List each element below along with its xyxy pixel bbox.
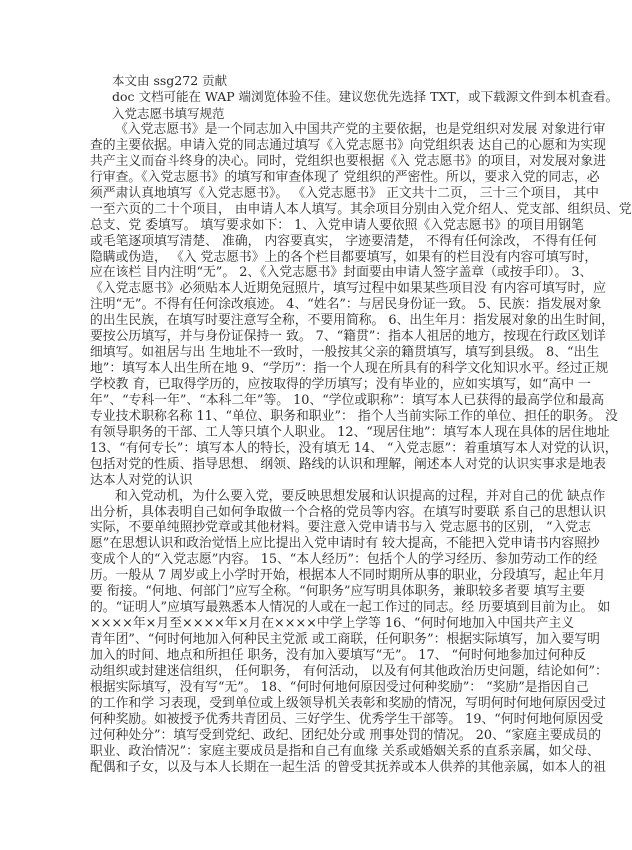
paragraph-line: 的工作和学 习表现，受到单位或上级领导机关表彰和奖励的情况，写明何时何地何原因受过	[90, 695, 606, 711]
paragraph-line: 出分析，具体表明自己如何争取做一个合格的党员等内容。在填写时要联 系自己的思想认识	[90, 504, 606, 520]
format-notice: doc 文档可能在 WAP 端浏览体验不佳。建议您优先选择 TXT，或下载源文件到本机查看。	[112, 89, 619, 104]
paragraph-line: 或毛笔逐项填写清楚、 准确， 内容要真实， 字迹要清楚， 不得有任何涂改， 不得有任何	[90, 233, 597, 249]
paragraph-line: 动组织或封建迷信组织， 任何职务， 有何活动， 以及有何其他政治历史问题，结论如何”：	[90, 663, 608, 679]
paragraph-line: 13、“有何专长”：填写本人的特长，没有填无 14、 “入党志愿”：着重填写本人对党的认识，	[90, 440, 618, 456]
paragraph-line: 细填写。如祖居与出 生地址不一致时，一般按其父亲的籍贯填写，填写到县级。 8、“出生	[90, 345, 600, 361]
paragraph-line: 总支、党 委填写。 填写要求如下： 1、入党申请人要依照《入党志愿书》的项目用钢笔	[90, 217, 584, 233]
paragraph-line: 注明“无”。不得有任何涂改痕迹。 4、“姓名”：与居民身份证一致。 5、民族：指发展对象	[90, 297, 602, 313]
paragraph-line: 何种奖励。如被授予优秀共青团员、三好学生、优秀学生干部等。 19、“何时何地何原因受	[90, 711, 604, 727]
paragraph-line: 要按公历填写，并与身份证保持一 致。 7、“籍贯”：指本人祖居的地方，按现在行政区划详	[90, 329, 606, 345]
paragraph-line: 过何种处分”：填写受到党纪、政纪、团纪处分或 刑事处罚的情况。 20、“家庭主要成员的	[90, 727, 601, 743]
paragraph-line: 有领导职务的干部、工人等只填个人职业。 12、“现居住地”：填写本人现在具体的居住地址	[90, 424, 610, 440]
paragraph-line: ××××年×月至××××年×月在××××中学上学等 16、“何时何地加入中国共产主义	[90, 616, 575, 632]
paragraph-line: 根据实际填写，没有写“无”。 18、“何时何地何原因受过何种奖励”： “奖励”是指因自己	[90, 679, 589, 695]
paragraph-line: 历。一般从 7 周岁或上小学时开始，根据本人不同时期所从事的职业，分段填写，起止年月	[90, 568, 606, 584]
paragraph-line: 须严肃认真地填写《入党志愿书》。 《入党志愿书》 正文共十二页， 三十三个项目， 其中	[90, 185, 599, 201]
paragraph-line: 应在该栏 目内注明“无”。 2、《入党志愿书》封面要由申请人签字盖章（或按手印）。 3、	[90, 265, 593, 281]
paragraph-line: 共产主义而奋斗终身的决心。同时，党组织也要根据《入 党志愿书》的项目，对发展对象进	[90, 153, 606, 169]
paragraph-line: 地”：填写本人出生所在地 9、“学历”：指一个人现在所具有的科学文化知识水平。经过正规	[90, 361, 609, 377]
paragraph-line: 行审查。《入党志愿书》的填写和审查体现了 党组织的严密性。所以，要求入党的同志，必	[90, 169, 600, 185]
paragraph-line: 学校教 育，已取得学历的，应按取得的学历填写；没有毕业的，应如实填写，如“高中 一	[90, 377, 591, 392]
paragraph-line: 职业、政治情况”：家庭主要成员是指和自己有血缘 关系或婚姻关系的直系亲属，如父母、	[90, 743, 600, 759]
paragraph-line: 配偶和子女，以及与本人长期在一起生活 的曾受其抚养或本人供养的其他亲属，如本人的祖	[90, 759, 606, 775]
paragraph-line: 和入党动机，为什么要入党，要反映思想发展和认识提高的过程，并对自己的优 缺点作	[115, 488, 606, 504]
paragraph-line: 的。“证明人”应填写最熟悉本人情况的人或在一起工作过的同志。经 历要填到目前为止。 如	[90, 600, 611, 616]
paragraph-line: 专业技术职称名称 11、“单位、职务和职业”： 指个人当前实际工作的单位、担任的职务。 没	[90, 408, 618, 424]
paragraph-line: 《入党志愿书》必须贴本人近期免冠照片，填写过程中如果某些项目没 有内容可填写时，应	[90, 281, 606, 297]
paragraph-line: 的出生民族，在填写时要注意写全称，不要用简称。 6、出生年月：指发展对象的出生时间，	[90, 313, 615, 329]
paragraph-line: 变成个人的“入党志愿”内容。 15、“本人经历”：包括个人的学习经历、参加劳动工作的经	[90, 552, 598, 568]
paragraph-line: 年”、“专科一年”、“本科二年”等。 10、“学位或职称”：填写本人已获得的最高学位和最高	[90, 392, 605, 408]
paragraph-line: 《入党志愿书》是一个同志加入中国共产党的主要依据，也是党组织对发展 对象进行审	[115, 122, 606, 137]
paragraph-line: 愿”在思想认识和政治觉悟上应比提出入党申请时有 较大提高，不能把入党申请书内容照抄	[90, 536, 600, 552]
paragraph-line: 一至六页的二十个项目， 由申请人本人填写。其余项目分别由入党介绍人、党支部、组织员、党	[90, 201, 632, 217]
paragraph-line: 加入的时间、地点和所担任 职务，没有加入要填写“无”。 17、 “何时何地参加过何种反	[90, 647, 587, 663]
paragraph-line: 隐瞒或伪造， 《入 党志愿书》上的各个栏目都要填写，如果有的栏目没有内容可填写时，	[90, 249, 598, 265]
paragraph-line: 达本人对党的认识	[90, 472, 193, 488]
paragraph-line: 实际，不要单纯照抄党章或其他材料。要注意入党申请书与入 党志愿书的区别， “入党志	[90, 520, 591, 536]
paragraph-line: 查的主要依据。申请入党的同志通过填写《入党志愿书》向党组织表 达自己的心愿和为实现	[90, 137, 606, 153]
document-body	[90, 122, 632, 775]
paragraph-line: 青年团”、“何时何地加入何种民主党派 或工商联，任何职务”：根据实际填写，加入要写明	[90, 632, 600, 647]
paragraph-line: 要 衔接。“何地、何部门”应写全称。“何职务”应写明具体职务，兼职较多者要 填写主要	[90, 584, 585, 600]
document-title: 入党志愿书填写规范	[112, 106, 225, 121]
source-attribution: 本文由 ssg272 贡献	[112, 73, 228, 88]
paragraph-line: 包括对党的性质、指导思想、 纲领、路线的认识和理解，阐述本人对党的认识实事求是地表	[90, 456, 606, 472]
